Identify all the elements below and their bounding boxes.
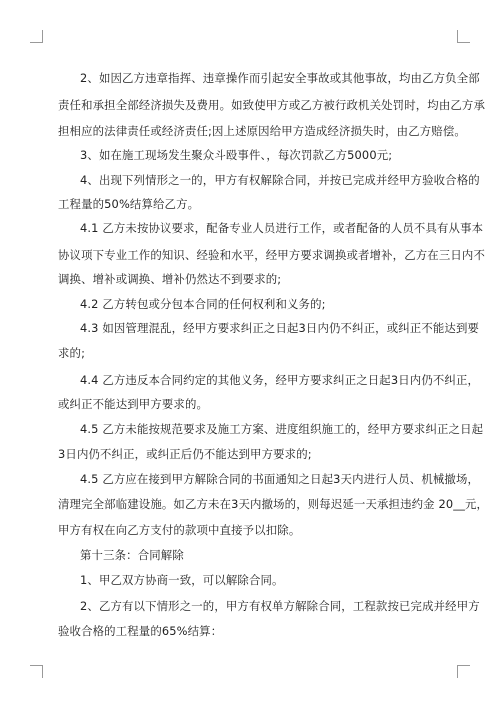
text-line: 担相应的法律责任或经济责任;因上述原因给甲方造成经济损失时，由乙方赔偿。 bbox=[58, 124, 466, 138]
text-line: 调换、增补或调换、增补仍然达不到要求的; bbox=[58, 272, 282, 286]
text-line: 清理完全部临建设施。如乙方未在3天内撤场的，则每迟延一天承担违约金 20__元， bbox=[58, 497, 489, 511]
page-corner-mark-top-right bbox=[457, 30, 470, 43]
text-line: 责任和承担全部经济损失及费用。如致使甲方或乙方被行政机关处罚时，均由乙方承 bbox=[58, 98, 486, 112]
text-line: 1、甲乙双方协商一致，可以解除合同。 bbox=[80, 573, 284, 587]
text-line: 协议项下专业工作的知识、经验和水平，经甲方要求调换或者增补，乙方在三日内不 bbox=[58, 248, 486, 262]
text-line: 4.3 如因管理混乱，经甲方要求纠正之日起3日内仍不纠正，或纠正不能达到要 bbox=[80, 321, 480, 335]
page-corner-mark-top-left bbox=[30, 30, 43, 43]
text-line: 4、出现下列情形之一的，甲方有权解除合同，并按已完成并经甲方验收合格的 bbox=[80, 173, 480, 187]
text-line: 甲方有权在向乙方支付的款项中直接予以扣除。 bbox=[58, 523, 301, 537]
text-line: 2、乙方有以下情形之一的，甲方有权单方解除合同，工程款按已完成并经甲方 bbox=[80, 599, 480, 613]
text-line: 4.5 乙方应在接到甲方解除合同的书面通知之日起3天内进行人员、机械撤场， bbox=[80, 472, 480, 486]
section-heading: 第十三条：合同解除 bbox=[80, 548, 184, 562]
text-line: 2、如因乙方违章指挥、违章操作而引起安全事故或其他事故，均由乙方负全部 bbox=[80, 71, 480, 85]
text-line: 4.1 乙方未按协议要求，配备专业人员进行工作，或者配备的人员不具有从事本 bbox=[80, 221, 484, 235]
text-line: 验收合格的工程量的65%结算： bbox=[58, 624, 223, 638]
text-line: 求的; bbox=[58, 346, 86, 360]
text-line: 3、如在施工现场发生聚众斗殴事件、，每次罚款乙方5000元; bbox=[80, 148, 393, 162]
text-line: 工程量的50%结算给乙方。 bbox=[58, 197, 200, 211]
text-line: 4.5 乙方未能按规范要求及施工方案、进度组织施工的，经甲方要求纠正之日起 bbox=[80, 422, 484, 436]
page-corner-mark-bottom-left bbox=[30, 665, 43, 678]
text-line: 4.4 乙方违反本合同约定的其他义务，经甲方要求纠正之日起3日内仍不纠正， bbox=[80, 373, 480, 387]
text-line: 或纠正不能达到甲方要求的。 bbox=[58, 397, 209, 411]
text-line: 4.2 乙方转包或分包本合同的任何权利和义务的; bbox=[80, 297, 326, 311]
text-line: 3日内仍不纠正，或纠正后仍不能达到甲方要求的; bbox=[58, 447, 312, 461]
page-corner-mark-bottom-right bbox=[457, 665, 470, 678]
